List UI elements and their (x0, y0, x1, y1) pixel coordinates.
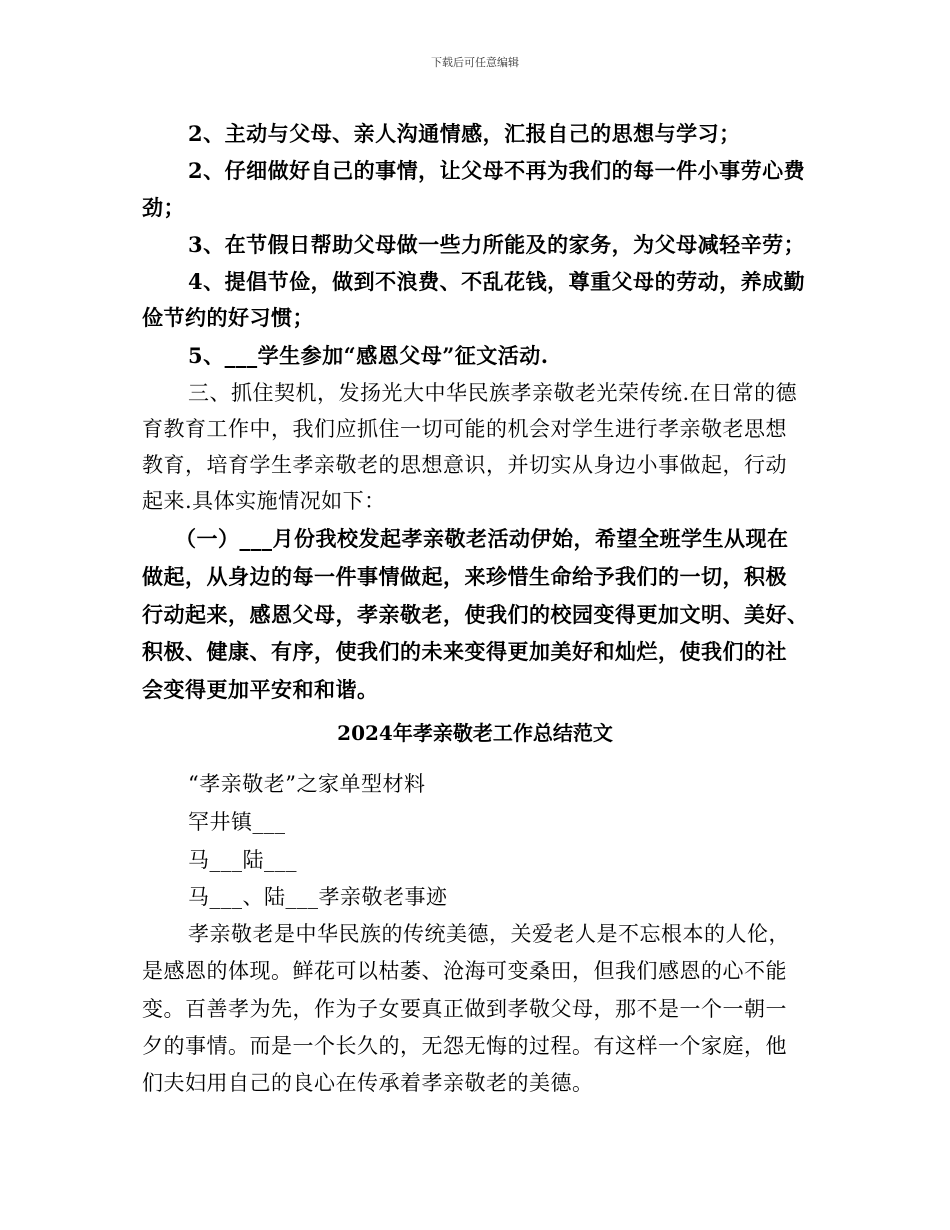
paragraph-line: 是感恩的体现。鲜花可以枯萎、沧海可变桑田，但我们感恩的心不能 (142, 959, 787, 983)
paragraph-line: 做起，从身边的每一件事情做起，来珍惜生命给予我们的一切，积极 (142, 564, 787, 589)
paragraph-line: 5、___学生参加“感恩父母”征文活动. (188, 343, 549, 368)
paragraph-line: 育教育工作中，我们应抓住一切可能的机会对学生进行孝亲敬老思想 (142, 417, 787, 441)
paragraph-line: 马___陆___ (188, 848, 297, 872)
document-title: 2024年孝亲敬老工作总结范文 (337, 721, 613, 745)
paragraph-line: 劲； (142, 195, 185, 220)
paragraph-line: 3、在节假日帮助父母做一些力所能及的家务，为父母减轻辛劳； (188, 232, 806, 257)
paragraph-line: 起来.具体实施情况如下： (142, 489, 386, 513)
paragraph-line: 4、提倡节俭，做到不浪费、不乱花钱，尊重父母的劳动，养成勤 (188, 269, 806, 294)
paragraph-line: 俭节约的好习惯； (142, 305, 314, 330)
paragraph-line: 2、主动与父母、亲人沟通情感，汇报自己的思想与学习； (188, 121, 741, 146)
paragraph-line: 罕井镇___ (188, 810, 286, 834)
paragraph-line: 教育，培育学生孝亲敬老的思想意识，并切实从身边小事做起，行动 (142, 453, 787, 477)
paragraph-line: 夕的事情。而是一个长久的，无怨无悔的过程。有这样一个家庭，他 (142, 1034, 787, 1058)
page-header: 下载后可任意编辑 (431, 56, 519, 69)
paragraph-line: 孝亲敬老是中华民族的传统美德，关爱老人是不忘根本的人伦， (188, 922, 790, 946)
paragraph-line: 三、抓住契机，发扬光大中华民族孝亲敬老光荣传统.在日常的德 (188, 381, 798, 405)
paragraph-line: “孝亲敬老”之家单型材料 (188, 772, 426, 796)
paragraph-line: 变。百善孝为先，作为子女要真正做到孝敬父母，那不是一个一朝一 (142, 997, 787, 1021)
paragraph-line: 会变得更加平安和和谐。 (142, 677, 379, 702)
paragraph-line: 马___、陆___孝亲敬老事迹 (188, 885, 448, 909)
paragraph-line: 行动起来，感恩父母，孝亲敬老，使我们的校园变得更加文明、美好、 (142, 602, 809, 627)
paragraph-line: 2、仔细做好自己的事情，让父母不再为我们的每一件小事劳心费 (188, 158, 806, 183)
paragraph-line: 积极、健康、有序，使我们的未来变得更加美好和灿烂，使我们的社 (142, 639, 787, 664)
paragraph-line: 们夫妇用自己的良心在传承着孝亲敬老的美德。 (142, 1071, 594, 1095)
paragraph-line: （一）___月份我校发起孝亲敬老活动伊始，希望全班学生从现在 (175, 526, 789, 551)
